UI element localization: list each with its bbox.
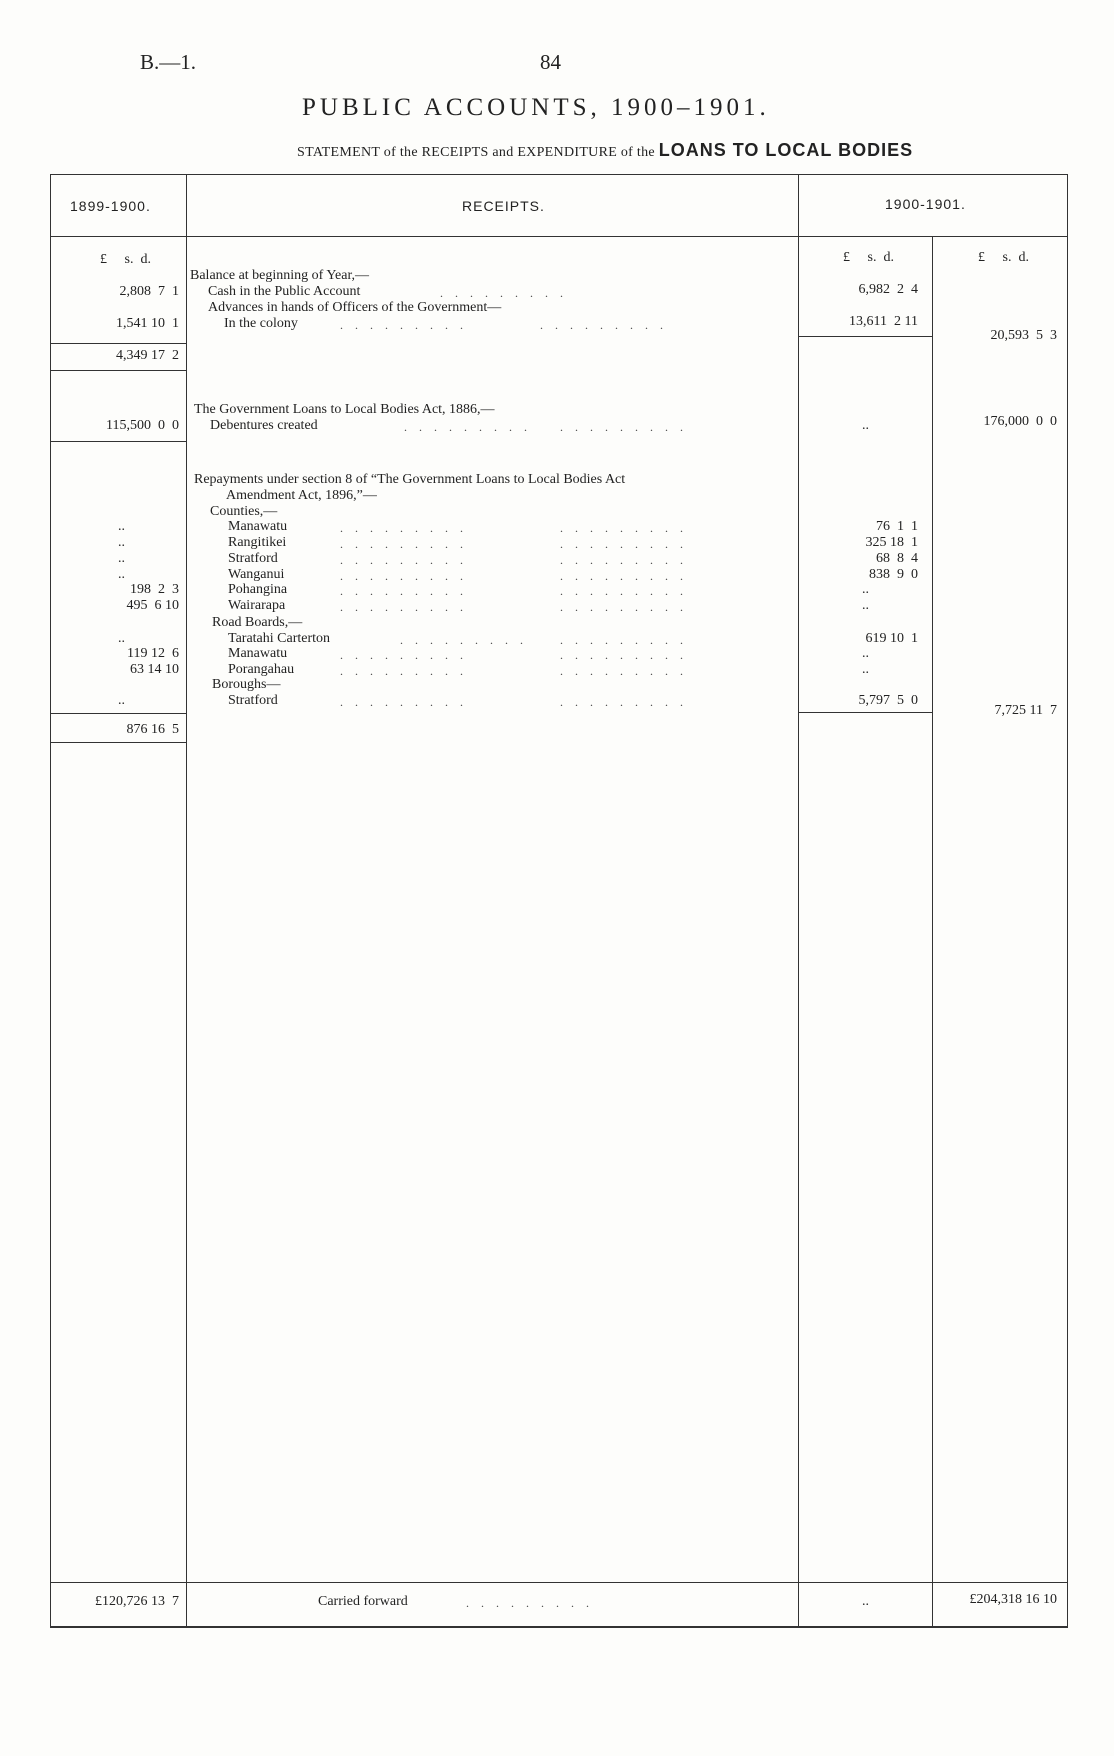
item-curr-amount: ..	[862, 662, 869, 677]
item-name: Manawatu	[228, 646, 288, 661]
item-name: Wanganui	[228, 567, 285, 582]
item-prev-amount: 63 14 10	[130, 662, 179, 677]
cash-label: Cash in the Public Account	[208, 284, 361, 299]
cash-prev: 2,808 7 1	[119, 284, 179, 299]
carried-leader: . . . . . . . . .	[466, 1596, 589, 1610]
colony-label: In the colony	[224, 316, 298, 331]
item-leader: . . . . . . . . .	[340, 664, 463, 678]
item-curr-amount: ..	[862, 646, 869, 661]
header-bottom-border	[50, 236, 1068, 237]
units-curr: £ s. d.	[978, 250, 1029, 265]
repay-total-prev: 876 16 5	[126, 722, 179, 737]
item-curr-amount: 68 8 4	[876, 551, 918, 566]
colony-prev: 1,541 10 1	[116, 316, 179, 331]
subtitle-bold: LOANS TO LOCAL BODIES	[658, 140, 914, 160]
repay-heading-1: Repayments under section 8 of “The Government Loans to Local Bodies Act	[194, 472, 626, 487]
col-header-prev-year: 1899-1900.	[70, 198, 151, 214]
col-divider-3	[932, 236, 933, 1628]
item-curr-amount: ..	[862, 598, 869, 613]
item-name: Pohangina	[228, 582, 288, 597]
item-leader: . . . . . . . . .	[340, 584, 463, 598]
act-heading: The Government Loans to Local Bodies Act, 1886,—	[194, 402, 495, 417]
item-prev-amount: ..	[118, 519, 125, 534]
debentures-leader: . . . . . . . . .	[404, 420, 527, 434]
carried-curr: £204,318 16 10	[969, 1592, 1057, 1607]
item-curr-amount: 76 1 1	[876, 519, 918, 534]
units-prev: £ s. d.	[100, 252, 151, 267]
road-boards-heading: Road Boards,—	[212, 615, 303, 630]
item-prev-amount: 119 12 6	[127, 646, 179, 661]
carried-label: Carried forward	[318, 1594, 408, 1609]
page-number: 84	[540, 50, 561, 74]
item-leader: . . . . . . . . .	[400, 633, 523, 647]
debentures-label: Debentures created	[210, 418, 318, 433]
item-leader: . . . . . . . . .	[340, 537, 463, 551]
item-leader: . . . . . . . . .	[560, 695, 683, 709]
rule-prev-balance-below	[50, 370, 186, 371]
rule-prev-repay	[50, 713, 186, 714]
item-leader: . . . . . . . . .	[560, 648, 683, 662]
boroughs-heading: Boroughs—	[212, 677, 281, 692]
item-curr-amount: 5,797 5 0	[858, 693, 918, 708]
item-name: Stratford	[228, 693, 278, 708]
statement-subtitle	[297, 140, 913, 161]
table-right-border	[1067, 174, 1068, 1628]
subtitle-prefix: STATEMENT of the RECEIPTS and EXPENDITURE of the	[297, 145, 655, 160]
col-divider-2	[798, 174, 799, 1628]
debentures-leader-2: . . . . . . . . .	[560, 420, 683, 434]
item-leader: . . . . . . . . .	[560, 553, 683, 567]
debentures-prev: 115,500 0 0	[106, 418, 179, 433]
carried-row-top-border	[50, 1582, 1068, 1583]
debentures-mid: ..	[862, 418, 869, 433]
debentures-curr: 176,000 0 0	[983, 414, 1057, 429]
cash-leader: . . . . . . . . .	[440, 286, 563, 300]
colony-curr: 13,611 2 11	[849, 314, 918, 329]
col-header-curr-year: 1900-1901.	[885, 196, 966, 212]
item-leader: . . . . . . . . .	[340, 521, 463, 535]
advances-label: Advances in hands of Officers of the Government—	[208, 300, 502, 315]
item-leader: . . . . . . . . .	[340, 695, 463, 709]
rule-mid-balance	[798, 336, 932, 337]
balance-total-prev: 4,349 17 2	[116, 348, 179, 363]
rule-mid-repay	[798, 712, 932, 713]
item-leader: . . . . . . . . .	[340, 553, 463, 567]
carried-mid: ..	[862, 1594, 869, 1609]
cash-curr: 6,982 2 4	[858, 282, 918, 297]
item-curr-amount: 619 10 1	[865, 631, 918, 646]
colony-leader: . . . . . . . . .	[340, 318, 463, 332]
item-prev-amount: ..	[118, 631, 125, 646]
item-prev-amount: 495 6 10	[126, 598, 179, 613]
balance-total-curr: 20,593 5 3	[990, 328, 1057, 343]
item-leader: . . . . . . . . .	[340, 569, 463, 583]
item-prev-amount: ..	[118, 551, 125, 566]
repay-total-curr: 7,725 11 7	[994, 703, 1057, 718]
item-name: Rangitikei	[228, 535, 287, 550]
item-leader: . . . . . . . . .	[560, 537, 683, 551]
item-name: Wairarapa	[228, 598, 286, 613]
balance-heading: Balance at beginning of Year,—	[190, 268, 370, 283]
item-prev-amount: 198 2 3	[130, 582, 179, 597]
item-curr-amount: 325 18 1	[865, 535, 918, 550]
document-code: B.—1.	[140, 50, 197, 74]
table-top-border	[50, 174, 1068, 175]
col-divider-1	[186, 174, 187, 1628]
item-name: Taratahi Carterton	[228, 631, 331, 646]
col-header-receipts: RECEIPTS.	[462, 198, 545, 214]
item-name: Stratford	[228, 551, 278, 566]
repay-heading-2: Amendment Act, 1896,”—	[226, 488, 377, 503]
item-leader: . . . . . . . . .	[560, 521, 683, 535]
item-leader: . . . . . . . . .	[560, 569, 683, 583]
units-mid: £ s. d.	[843, 250, 894, 265]
item-leader: . . . . . . . . .	[340, 600, 463, 614]
item-curr-amount: 838 9 0	[869, 567, 918, 582]
rule-prev-repay-below	[50, 742, 186, 743]
item-prev-amount: ..	[118, 693, 125, 708]
page-title: PUBLIC ACCOUNTS, 1900–1901.	[302, 94, 770, 121]
item-leader: . . . . . . . . .	[560, 600, 683, 614]
carried-prev: £120,726 13 7	[95, 1594, 179, 1609]
rule-prev-debentures	[50, 441, 186, 442]
colony-leader-2: . . . . . . . . .	[540, 318, 663, 332]
item-leader: . . . . . . . . .	[340, 648, 463, 662]
table-left-border	[50, 174, 51, 1628]
item-curr-amount: ..	[862, 582, 869, 597]
item-leader: . . . . . . . . .	[560, 664, 683, 678]
table-bottom-border	[50, 1626, 1068, 1628]
item-name: Porangahau	[228, 662, 295, 677]
item-prev-amount: ..	[118, 535, 125, 550]
rule-prev-balance	[50, 343, 186, 344]
item-prev-amount: ..	[118, 567, 125, 582]
item-leader: . . . . . . . . .	[560, 584, 683, 598]
item-name: Manawatu	[228, 519, 288, 534]
counties-heading: Counties,—	[210, 504, 278, 519]
item-leader: . . . . . . . . .	[560, 633, 683, 647]
